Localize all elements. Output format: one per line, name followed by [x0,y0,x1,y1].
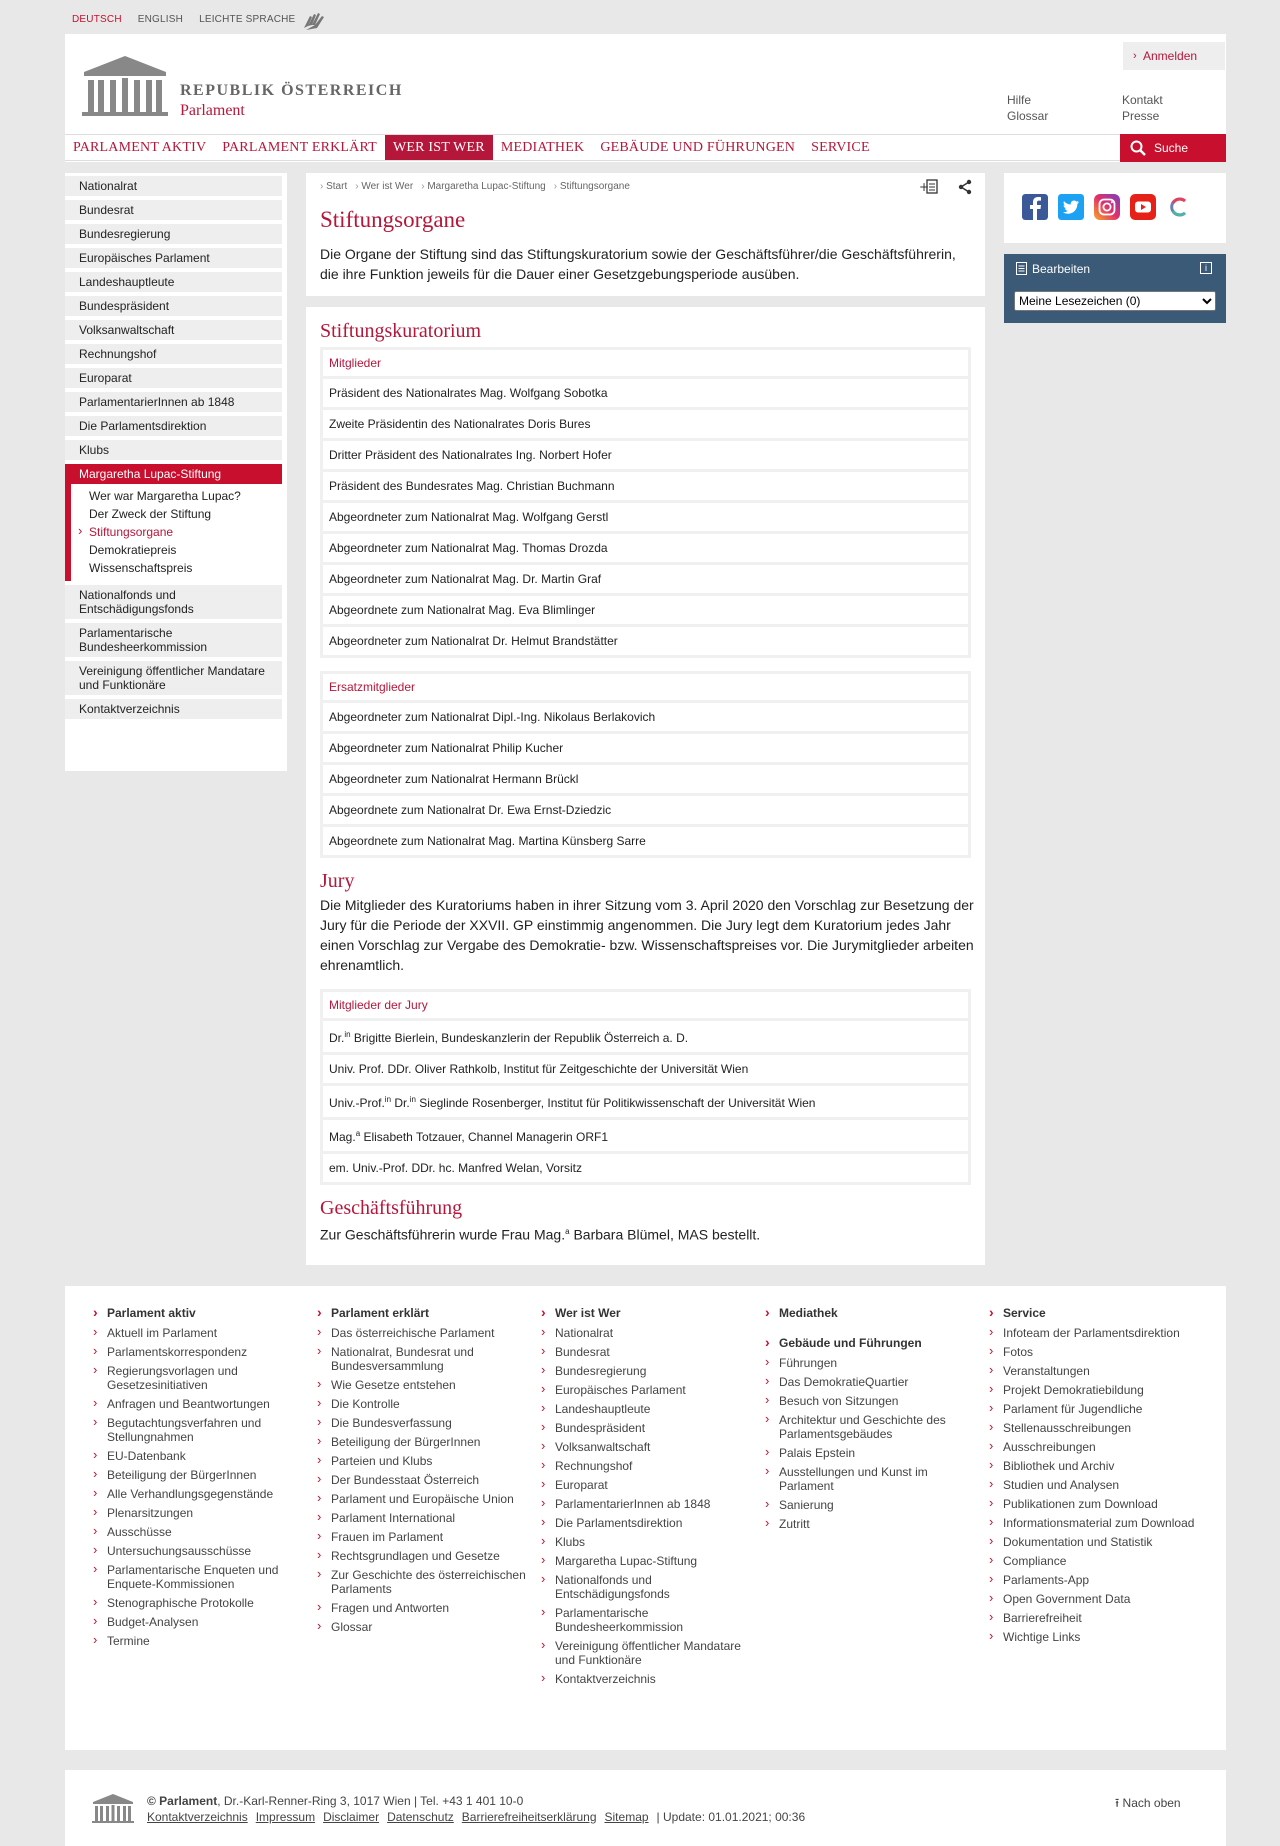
list-item: Präsident des Nationalrates Mag. Wolfgang Sobotka [323,379,968,407]
footer-link[interactable]: › Nationalrat [541,1326,751,1340]
footer-link[interactable]: › Ausschüsse [93,1525,303,1539]
list-item: Abgeordneter zum Nationalrat Mag. Thomas Drozda [323,534,968,562]
footer-link[interactable]: › Dokumentation und Statistik [989,1535,1199,1549]
footer-link[interactable]: › Parlament für Jugendliche [989,1402,1199,1416]
search-button[interactable]: Suche [1120,134,1226,162]
sidebar-item-parlamentsdirektion[interactable]: Die Parlamentsdirektion [65,416,282,436]
list-item: Abgeordneter zum Nationalrat Dr. Helmut Brandstätter [323,627,968,655]
bookmark-add-icon[interactable] [919,179,939,195]
footer-link[interactable]: › Kontaktverzeichnis [541,1672,751,1686]
footer-link[interactable]: › Stellenausschreibungen [989,1421,1199,1435]
footer-col-service [989,1306,1199,1649]
footer-link[interactable]: › Glossar [317,1620,527,1634]
footer-link[interactable]: › Palais Epstein [765,1446,975,1460]
list-item: Dritter Präsident des Nationalrates Ing. Norbert Hofer [323,441,968,469]
sidebar-item-kontaktverzeichnis[interactable]: Kontaktverzeichnis [65,699,282,719]
legal-link-kontaktverzeichnis[interactable]: Kontaktverzeichnis [147,1810,248,1824]
youtube-icon[interactable] [1130,194,1156,220]
jury-members-list [320,989,971,1185]
footer-link[interactable]: › Vereinigung öffentlicher Mandatare und Funktionäre [541,1639,751,1667]
gf-text: Zur Geschäftsführerin wurde Frau Mag.$^a$ Barbara Blümel, MAS bestellt. [320,1226,761,1243]
sidebar-item-bundespraesident[interactable]: Bundespräsident [65,296,282,316]
language-bar [72,14,295,25]
sidebar-item-lupac-stiftung[interactable]: Margaretha Lupac-Stiftung [65,464,282,484]
footer-legal-links [147,1810,805,1824]
edit-panel [1004,254,1226,323]
footer-link[interactable]: › Frauen im Parlament [317,1530,527,1544]
sidebar-item-vereinigung[interactable]: Vereinigung öffentlicher Mandatare und Funktionäre [65,661,282,695]
share-icon[interactable] [957,179,973,195]
sidebar-item-europarat[interactable]: Europarat [65,368,282,388]
list-item: Abgeordneter zum Nationalrat Philip Kucher [323,734,968,762]
footer-link[interactable]: › Bundesrat [541,1345,751,1359]
footer-link[interactable]: › Die Bundesverfassung [317,1416,527,1430]
breadcrumb-start[interactable]: › Start [320,181,347,192]
page-title: Stiftungsorgane [320,207,466,232]
footer-link[interactable]: › Architektur und Geschichte des Parlamentsgebäudes [765,1413,975,1441]
site-header [65,34,1226,162]
footer-link[interactable]: › Begutachtungsverfahren und Stellungnahmen [93,1416,303,1444]
nav-mediathek[interactable]: MEDIATHEK [500,140,585,155]
footer-link[interactable]: › Parlamentarische Enqueten und Enquete-Kommissionen [93,1563,303,1591]
lang-leichte-sprache[interactable]: LEICHTE SPRACHE [199,14,296,25]
contact-links [1122,92,1163,124]
footer-link[interactable]: › Parlamentskorrespondenz [93,1345,303,1359]
search-icon [1130,140,1146,156]
footer-address: © Parlament, Dr.-Karl-Renner-Ring 3, 1017 Wien | Tel. +43 1 401 10-0 [147,1794,524,1808]
footer-link[interactable]: › Plenarsitzungen [93,1506,303,1520]
list-item: Mag.$^a$ Elisabeth Totzauer, Channel Managerin ORF1 [323,1120,968,1151]
footer-link[interactable]: › Nationalrat, Bundesrat und Bundesversammlung [317,1345,527,1373]
main-nav [65,134,1226,161]
bottom-bar [65,1770,1226,1846]
footer-link[interactable]: › Informationsmaterial zum Download [989,1516,1199,1530]
footer-link[interactable]: › Die Kontrolle [317,1397,527,1411]
legal-link-impressum[interactable]: Impressum [255,1810,316,1824]
sidebar-item-klubs[interactable]: Klubs [65,440,282,460]
svg-text:+: + [919,180,930,194]
arrow-up-icon: ⭱ [1115,1796,1120,1810]
footer-heading[interactable]: › Wer ist Wer [541,1306,751,1320]
list-item: Abgeordneter zum Nationalrat Hermann Brückl [323,765,968,793]
footer-col-mediathek [765,1306,975,1536]
subnav-item-wer-war[interactable]: Wer war Margaretha Lupac? [89,489,241,503]
nav-gebaeude-fuehrungen[interactable]: GEBÄUDE UND FÜHRUNGEN [600,140,796,155]
sidebar-item-landeshauptleute[interactable]: Landeshauptleute [65,272,282,292]
breadcrumb-lupac-stiftung[interactable]: › Margaretha Lupac-Stiftung [421,181,546,192]
footer-link[interactable]: › Besuch von Sitzungen [765,1394,975,1408]
footer-link[interactable]: › Barrierefreiheit [989,1611,1199,1625]
list-item: Abgeordnete zum Nationalrat Mag. Martina Künsberg Sarre [323,827,968,855]
footer-link[interactable]: › Parlament International [317,1511,527,1525]
legal-link-disclaimer[interactable]: Disclaimer [323,1810,380,1824]
list-item: Präsident des Bundesrates Mag. Christian Buchmann [323,472,968,500]
members-list [320,347,971,658]
kuratorium-heading: Stiftungskuratorium [320,320,482,342]
sidebar-item-bundesrat[interactable]: Bundesrat [65,200,282,220]
footer-heading[interactable]: › Service [989,1306,1199,1320]
chevron-right-icon: › [1133,50,1137,62]
jury-heading: Jury [320,870,355,892]
help-links [1007,92,1048,124]
footer-link[interactable]: › Untersuchungsausschüsse [93,1544,303,1558]
footer-link[interactable]: › Rechtsgrundlagen und Gesetze [317,1549,527,1563]
sidebar-item-nationalfonds[interactable]: Nationalfonds und Entschädigungsfonds [65,585,282,619]
site-footer [65,1286,1226,1750]
contact-link[interactable]: Kontakt [1122,93,1163,107]
footer-link[interactable]: › Zur Geschichte des österreichischen Parlaments [317,1568,527,1596]
list-item: Dr.$^{in}$ Brigitte Bierlein, Bundeskanzlerin der Republik Österreich a. D. [323,1021,968,1052]
nav-parlament-aktiv[interactable]: PARLAMENT AKTIV [73,140,207,155]
legal-link-barrierefreiheit[interactable]: Barrierefreiheitserklärung [461,1810,597,1824]
gf-heading: Geschäftsführung [320,1197,463,1219]
sidebar-item-volksanwaltschaft[interactable]: Volksanwaltschaft [65,320,282,340]
jury-list-header: Mitglieder der Jury [323,992,968,1018]
bookmarks-select[interactable] [1014,291,1216,311]
parliament-app-icon[interactable] [1166,194,1192,220]
footer-heading[interactable]: › Gebäude und Führungen [765,1336,975,1350]
footer-link[interactable]: › Compliance [989,1554,1199,1568]
footer-link[interactable]: › Zutritt [765,1517,975,1531]
substitute-list-header: Ersatzmitglieder [323,674,968,700]
info-icon[interactable]: i [1200,262,1212,274]
footer-link[interactable]: › Bibliothek und Archiv [989,1459,1199,1473]
list-item: Abgeordnete zum Nationalrat Dr. Ewa Ernst-Dziedzic [323,796,968,824]
list-item: Abgeordnete zum Nationalrat Mag. Eva Blimlinger [323,596,968,624]
breadcrumb-current: › Stiftungsorgane [554,181,630,192]
footer-link[interactable]: › Klubs [541,1535,751,1549]
logo-subtitle: Parlament [180,102,245,119]
list-item: Abgeordneter zum Nationalrat Mag. Dr. Martin Graf [323,565,968,593]
footer-link[interactable]: › Fotos [989,1345,1199,1359]
members-list-header: Mitglieder [323,350,968,376]
footer-link[interactable]: › Parlamentarische Bundesheerkommission [541,1606,751,1634]
footer-link[interactable]: › Rechnungshof [541,1459,751,1473]
list-item: Abgeordneter zum Nationalrat Dipl.-Ing. Nikolaus Berlakovich [323,703,968,731]
sign-language-icon[interactable] [302,10,328,32]
list-item: Univ.-Prof.$^{in}$ Dr.$^{in}$ Sieglinde Rosenberger, Institut für Politikwissenschaft der Universität Wien [323,1086,968,1117]
footer-link[interactable]: › Wie Gesetze entstehen [317,1378,527,1392]
footer-link[interactable]: › Aktuell im Parlament [93,1326,303,1340]
footer-link[interactable]: › Parlament und Europäische Union [317,1492,527,1506]
sidebar-item-bundesheerkommission[interactable]: Parlamentarische Bundesheerkommission [65,623,282,657]
glossary-link[interactable]: Glossar [1007,109,1049,123]
footer-link[interactable]: › Fragen und Antworten [317,1601,527,1615]
list-item: Abgeordneter zum Nationalrat Mag. Wolfgang Gerstl [323,503,968,531]
lang-english[interactable]: ENGLISH [137,14,184,25]
footer-link[interactable]: › Anfragen und Beantwortungen [93,1397,303,1411]
footer-link[interactable]: › Stenographische Protokolle [93,1596,303,1610]
sidebar-item-rechnungshof[interactable]: Rechnungshof [65,344,282,364]
footer-link[interactable]: › Nationalfonds und Entschädigungsfonds [541,1573,751,1601]
list-item: em. Univ.-Prof. DDr. hc. Manfred Welan, Vorsitz [323,1154,968,1182]
substitute-members-list [320,671,971,858]
footer-heading[interactable]: › Parlament erklärt [317,1306,527,1320]
footer-col-wer-ist-wer [541,1306,751,1691]
breadcrumb [320,181,630,192]
footer-link[interactable]: › Der Bundesstaat Österreich [317,1473,527,1487]
parliament-logo-icon[interactable] [80,52,170,118]
edit-panel-title: Bearbeiten [1032,262,1091,276]
press-link[interactable]: Presse [1122,109,1160,123]
sidebar-subnav [65,484,282,581]
footer-link[interactable]: › ParlamentarierInnen ab 1848 [541,1497,751,1511]
subnav-item-wissenschaftspreis[interactable]: Wissenschaftspreis [89,561,193,575]
footer-link[interactable]: › Projekt Demokratiebildung [989,1383,1199,1397]
footer-link[interactable]: › Budget-Analysen [93,1615,303,1629]
back-to-top-link[interactable]: ⭱ Nach oben [1115,1796,1181,1810]
footer-link[interactable]: › Alle Verhandlungsgegenstände [93,1487,303,1501]
sidebar-item-nationalrat[interactable]: Nationalrat [65,176,282,196]
list-item: Zweite Präsidentin des Nationalrates Doris Bures [323,410,968,438]
footer-heading[interactable]: › Mediathek [765,1306,975,1320]
twitter-icon[interactable] [1058,194,1084,220]
nav-service[interactable]: SERVICE [811,140,870,155]
page-tools [919,179,973,195]
breadcrumb-wer-ist-wer[interactable]: › Wer ist Wer [355,181,413,192]
footer-link[interactable]: › Open Government Data [989,1592,1199,1606]
subnav-item-demokratiepreis[interactable]: Demokratiepreis [89,543,177,557]
footer-col-parlament-aktiv [93,1306,303,1653]
sidebar-item-bundesregierung[interactable]: Bundesregierung [65,224,282,244]
footer-link[interactable]: › Ausstellungen und Kunst im Parlament [765,1465,975,1493]
intro-panel [306,173,985,296]
instagram-icon[interactable] [1094,194,1120,220]
document-icon [1016,262,1027,275]
footer-col-parlament-erklaert [317,1306,527,1639]
footer-link[interactable]: › Regierungsvorlagen und Gesetzesinitiativen [93,1364,303,1392]
footer-link[interactable]: › Bundespräsident [541,1421,751,1435]
sidebar-nav [65,173,287,771]
footer-link[interactable]: › Publikationen zum Download [989,1497,1199,1511]
page-intro: Die Organe der Stiftung sind das Stiftungskuratorium sowie der Geschäftsführer/die Geschäftsführerin, die ihre Funktion jeweils für die Dauer einer Gesetzgebungsperiode ausüben. [320,246,956,282]
footer-link[interactable]: › Veranstaltungen [989,1364,1199,1378]
footer-heading[interactable]: › Parlament aktiv [93,1306,303,1320]
footer-link[interactable]: › Wichtige Links [989,1630,1199,1644]
footer-link[interactable]: › Termine [93,1634,303,1648]
list-item: Univ. Prof. DDr. Oliver Rathkolb, Institut für Zeitgeschichte der Universität Wien [323,1055,968,1083]
nav-parlament-erklaert[interactable]: PARLAMENT ERKLÄRT [222,140,377,155]
subnav-item-stiftungsorgane[interactable]: › Stiftungsorgane [89,523,282,541]
jury-text: Die Mitglieder des Kuratoriums haben in ihrer Sitzung vom 3. April 2020 den Vorschlag zur Besetzung der Jury für die Periode der XXVII. GP einstimmig angenommen. Die Jury legt dem Kuratorium jedes Jahr einen Vorschlag zur Vergabe des Demokratie- bzw. Wissenschaftspreises vor. Die Jurymitglieder arbeiten ehrenamtlich. [320,897,974,973]
footer-link[interactable]: › Landeshauptleute [541,1402,751,1416]
logo-title: REPUBLIK ÖSTERREICH [180,82,403,99]
footer-link[interactable]: › EU-Datenbank [93,1449,303,1463]
footer-link[interactable]: › Beteiligung der BürgerInnen [317,1435,527,1449]
footer-link[interactable]: › Bundesregierung [541,1364,751,1378]
legal-link-datenschutz[interactable]: Datenschutz [387,1810,454,1824]
sidebar-item-parlamentarierinnen[interactable]: ParlamentarierInnen ab 1848 [65,392,282,412]
footer-link[interactable]: › Europarat [541,1478,751,1492]
login-button[interactable]: › Anmelden [1123,42,1225,70]
footer-link[interactable]: › Europäisches Parlament [541,1383,751,1397]
footer-link[interactable]: › Parlaments-App [989,1573,1199,1587]
social-links [1004,173,1226,243]
footer-link[interactable]: › Ausschreibungen [989,1440,1199,1454]
footer-link[interactable]: › Sanierung [765,1498,975,1512]
footer-link[interactable]: › Parteien und Klubs [317,1454,527,1468]
sidebar-item-eu-parlament[interactable]: Europäisches Parlament [65,248,282,268]
content-panel [306,307,985,1265]
nav-wer-ist-wer[interactable]: WER IST WER [385,135,493,160]
footer-link[interactable]: › Infoteam der Parlamentsdirektion [989,1326,1199,1340]
footer-link[interactable]: › Das österreichische Parlament [317,1326,527,1340]
footer-link[interactable]: › Das DemokratieQuartier [765,1375,975,1389]
legal-link-sitemap[interactable]: Sitemap [604,1810,649,1824]
lang-deutsch[interactable]: DEUTSCH [72,14,122,25]
footer-link[interactable]: › Beteiligung der BürgerInnen [93,1468,303,1482]
update-info: | Update: 01.01.2021; 00:36 [656,1810,806,1824]
parliament-small-logo-icon[interactable] [91,1792,135,1824]
footer-link[interactable]: › Führungen [765,1356,975,1370]
footer-link[interactable]: › Studien und Analysen [989,1478,1199,1492]
help-link[interactable]: Hilfe [1007,93,1032,107]
facebook-icon[interactable] [1022,194,1048,220]
footer-link[interactable]: › Volksanwaltschaft [541,1440,751,1454]
footer-link[interactable]: › Die Parlamentsdirektion [541,1516,751,1530]
footer-link[interactable]: › Margaretha Lupac-Stiftung [541,1554,751,1568]
subnav-item-zweck[interactable]: Der Zweck der Stiftung [89,507,212,521]
